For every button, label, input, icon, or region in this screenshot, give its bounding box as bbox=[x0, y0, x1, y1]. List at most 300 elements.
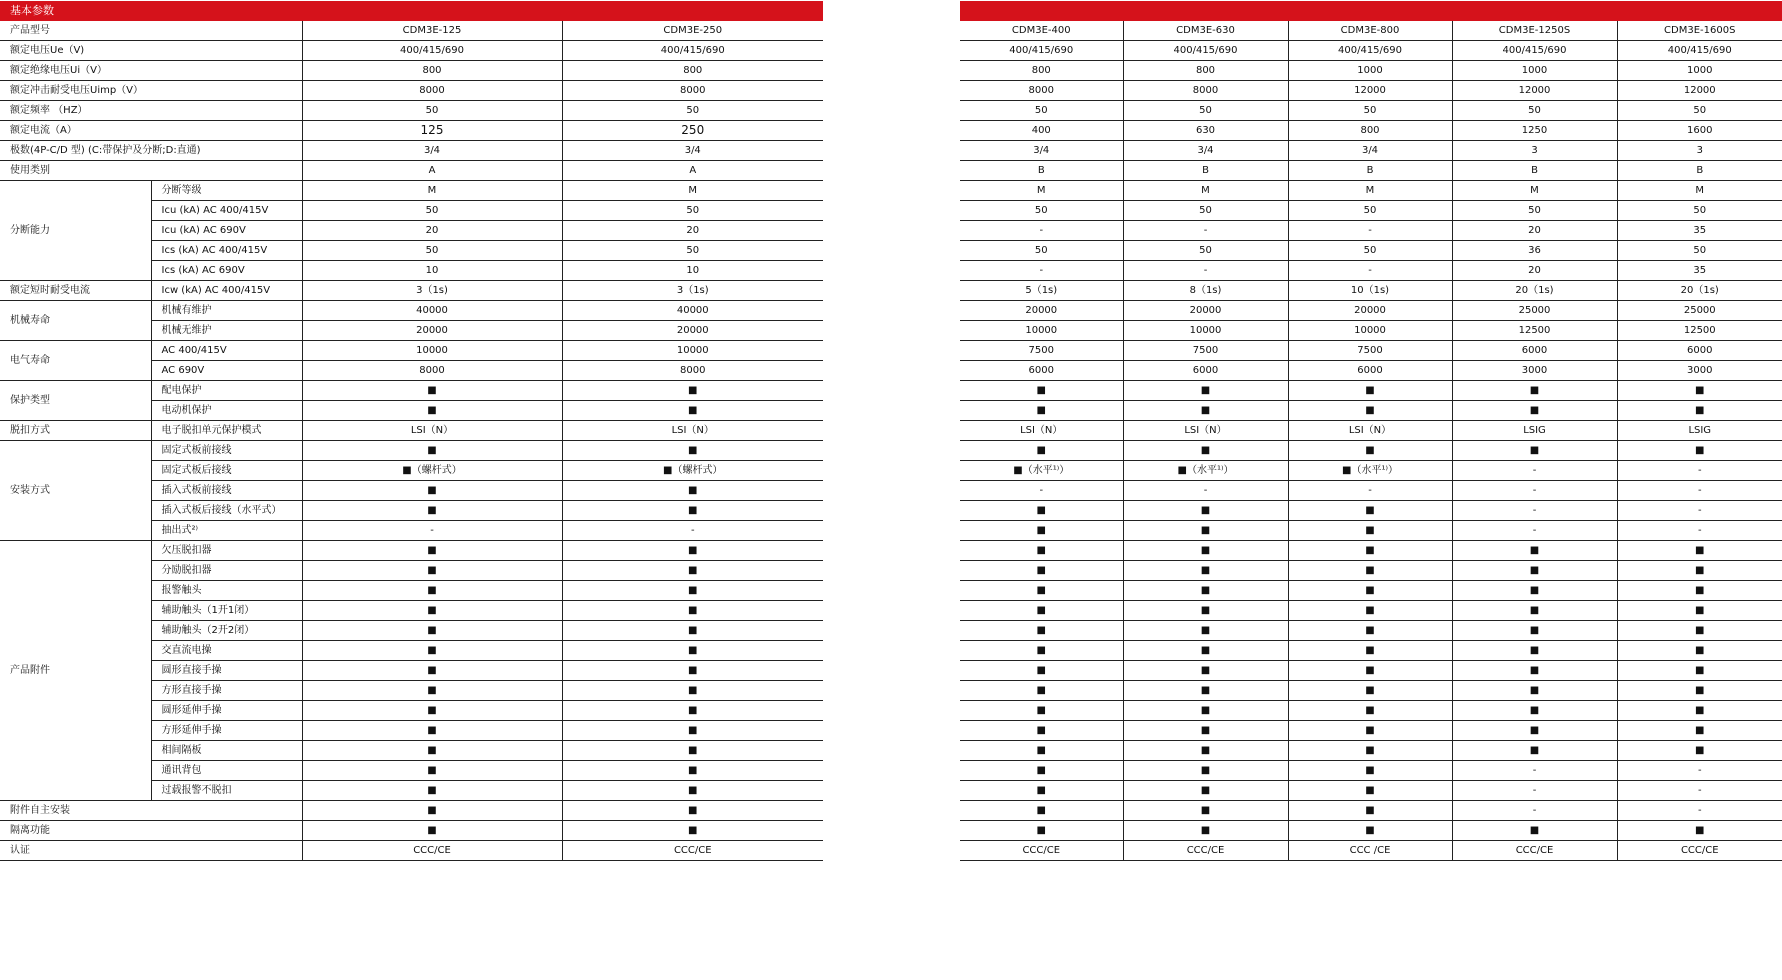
value-cell: 1000 bbox=[1617, 61, 1782, 81]
row-sublabel: 报警触头 bbox=[151, 581, 302, 601]
value-cell: 5（1s) bbox=[960, 281, 1123, 301]
table-row bbox=[960, 201, 1782, 221]
value-cell: - bbox=[1288, 481, 1452, 501]
value-cell: - bbox=[1123, 221, 1288, 241]
value-cell: 12500 bbox=[1452, 321, 1617, 341]
table-row bbox=[960, 381, 1782, 401]
value-cell: 40000 bbox=[562, 301, 823, 321]
value-cell: ■ bbox=[1452, 681, 1617, 701]
table-row bbox=[960, 321, 1782, 341]
value-cell: - bbox=[1617, 801, 1782, 821]
value-cell: 20000 bbox=[1288, 301, 1452, 321]
value-cell: ■ bbox=[1123, 721, 1288, 741]
value-cell: 50 bbox=[1617, 241, 1782, 261]
value-cell: ■（螺杆式） bbox=[562, 461, 823, 481]
value-cell: ■ bbox=[1288, 761, 1452, 781]
value-cell: 400/415/690 bbox=[960, 41, 1123, 61]
value-cell: 20000 bbox=[960, 301, 1123, 321]
value-cell: ■ bbox=[1123, 441, 1288, 461]
value-cell: 800 bbox=[562, 61, 823, 81]
value-cell: ■ bbox=[302, 601, 562, 621]
value-cell: ■ bbox=[1288, 781, 1452, 801]
value-cell: ■ bbox=[1288, 701, 1452, 721]
value-cell: ■ bbox=[1288, 521, 1452, 541]
value-cell: ■ bbox=[1288, 801, 1452, 821]
value-cell: B bbox=[1288, 161, 1452, 181]
table-row bbox=[0, 381, 823, 401]
table-row bbox=[960, 681, 1782, 701]
value-cell: M bbox=[1452, 181, 1617, 201]
table-row bbox=[960, 281, 1782, 301]
value-cell: 50 bbox=[1452, 101, 1617, 121]
value-cell: 50 bbox=[1617, 201, 1782, 221]
row-sublabel: 圆形延伸手操 bbox=[151, 701, 302, 721]
value-cell: - bbox=[562, 521, 823, 541]
table-row bbox=[0, 61, 823, 81]
value-cell: 50 bbox=[960, 101, 1123, 121]
value-cell: ■ bbox=[1452, 441, 1617, 461]
value-cell: ■（水平¹⁾） bbox=[960, 461, 1123, 481]
value-cell: ■ bbox=[1617, 741, 1782, 761]
table-row bbox=[0, 121, 823, 141]
value-cell: 8000 bbox=[562, 361, 823, 381]
value-cell: ■ bbox=[960, 501, 1123, 521]
value-cell: ■ bbox=[1288, 501, 1452, 521]
row-label: 产品型号 bbox=[0, 21, 302, 41]
value-cell: 800 bbox=[1123, 61, 1288, 81]
value-cell: LSIG bbox=[1452, 421, 1617, 441]
value-cell: 6000 bbox=[1288, 361, 1452, 381]
row-sublabel: Ics (kA) AC 690V bbox=[151, 261, 302, 281]
row-sublabel: 通讯背包 bbox=[151, 761, 302, 781]
value-cell: - bbox=[1452, 781, 1617, 801]
value-cell: ■ bbox=[562, 541, 823, 561]
value-cell: 50 bbox=[302, 201, 562, 221]
value-cell: 50 bbox=[1288, 101, 1452, 121]
value-cell: ■ bbox=[960, 541, 1123, 561]
table-row bbox=[960, 81, 1782, 101]
value-cell: 10000 bbox=[960, 321, 1123, 341]
value-cell: - bbox=[1452, 761, 1617, 781]
value-cell: - bbox=[1617, 501, 1782, 521]
value-cell: ■ bbox=[1617, 621, 1782, 641]
value-cell: ■ bbox=[960, 741, 1123, 761]
value-cell: ■ bbox=[1617, 381, 1782, 401]
value-cell: 20 bbox=[1452, 261, 1617, 281]
table-row bbox=[960, 821, 1782, 841]
table-row bbox=[0, 341, 823, 361]
value-cell: 6000 bbox=[1123, 361, 1288, 381]
value-cell: ■ bbox=[562, 781, 823, 801]
table-row bbox=[960, 701, 1782, 721]
row-label: 认证 bbox=[0, 841, 302, 861]
value-cell: 400 bbox=[960, 121, 1123, 141]
value-cell: 3000 bbox=[1452, 361, 1617, 381]
value-cell: CDM3E-125 bbox=[302, 21, 562, 41]
value-cell: ■ bbox=[960, 441, 1123, 461]
value-cell: ■ bbox=[1288, 441, 1452, 461]
row-label: 极数(4P-C/D 型) (C:带保护及分断;D:直通) bbox=[0, 141, 302, 161]
table-row bbox=[960, 221, 1782, 241]
row-sublabel: AC 400/415V bbox=[151, 341, 302, 361]
value-cell: ■ bbox=[1617, 641, 1782, 661]
value-cell: ■ bbox=[302, 821, 562, 841]
value-cell: LSI（N） bbox=[562, 421, 823, 441]
value-cell: M bbox=[302, 181, 562, 201]
value-cell: ■ bbox=[1288, 401, 1452, 421]
value-cell: 20 bbox=[1452, 221, 1617, 241]
value-cell: 35 bbox=[1617, 261, 1782, 281]
value-cell: ■ bbox=[1617, 541, 1782, 561]
value-cell: - bbox=[1452, 801, 1617, 821]
value-cell: CCC/CE bbox=[1452, 841, 1617, 861]
table-row bbox=[0, 41, 823, 61]
value-cell: 400/415/690 bbox=[1123, 41, 1288, 61]
value-cell: 20000 bbox=[302, 321, 562, 341]
value-cell: 50 bbox=[1288, 241, 1452, 261]
table-row bbox=[960, 501, 1782, 521]
value-cell: ■ bbox=[562, 701, 823, 721]
value-cell: ■ bbox=[1617, 721, 1782, 741]
table-row bbox=[960, 21, 1782, 41]
value-cell: ■ bbox=[1288, 641, 1452, 661]
value-cell: ■ bbox=[1123, 641, 1288, 661]
value-cell: 7500 bbox=[1288, 341, 1452, 361]
value-cell: 400/415/690 bbox=[1452, 41, 1617, 61]
row-sublabel: Ics (kA) AC 400/415V bbox=[151, 241, 302, 261]
table-row bbox=[960, 521, 1782, 541]
value-cell: M bbox=[1617, 181, 1782, 201]
row-sublabel: 相间隔板 bbox=[151, 741, 302, 761]
value-cell: ■ bbox=[1288, 821, 1452, 841]
table-row bbox=[0, 821, 823, 841]
value-cell: ■ bbox=[302, 641, 562, 661]
value-cell: - bbox=[1288, 221, 1452, 241]
table-row bbox=[0, 81, 823, 101]
row-sublabel: 固定式板后接线 bbox=[151, 461, 302, 481]
table-row bbox=[960, 761, 1782, 781]
table-row bbox=[960, 581, 1782, 601]
value-cell: ■ bbox=[562, 721, 823, 741]
table-row bbox=[0, 301, 823, 321]
group-label: 分断能力 bbox=[0, 181, 151, 281]
value-cell: 50 bbox=[960, 241, 1123, 261]
value-cell: B bbox=[1617, 161, 1782, 181]
value-cell: M bbox=[1123, 181, 1288, 201]
section-title: 基本参数 bbox=[0, 1, 823, 21]
value-cell: ■ bbox=[1617, 401, 1782, 421]
value-cell: 35 bbox=[1617, 221, 1782, 241]
value-cell: 250 bbox=[562, 121, 823, 141]
table-row bbox=[960, 561, 1782, 581]
value-cell: ■ bbox=[960, 381, 1123, 401]
table-row bbox=[960, 341, 1782, 361]
value-cell: - bbox=[1617, 481, 1782, 501]
value-cell: ■ bbox=[302, 621, 562, 641]
value-cell: ■ bbox=[1452, 701, 1617, 721]
value-cell: 3/4 bbox=[960, 141, 1123, 161]
row-sublabel: 方形直接手操 bbox=[151, 681, 302, 701]
row-label: 额定电压Ue（V) bbox=[0, 41, 302, 61]
value-cell: LSI（N） bbox=[302, 421, 562, 441]
right-spec-table bbox=[960, 1, 1782, 861]
value-cell: ■ bbox=[1288, 661, 1452, 681]
value-cell: ■ bbox=[1123, 761, 1288, 781]
table-row bbox=[0, 281, 823, 301]
group-label: 产品附件 bbox=[0, 541, 151, 801]
value-cell: 20（1s) bbox=[1617, 281, 1782, 301]
value-cell: CCC /CE bbox=[1288, 841, 1452, 861]
table-row bbox=[960, 301, 1782, 321]
value-cell: ■ bbox=[960, 681, 1123, 701]
value-cell: - bbox=[1617, 761, 1782, 781]
value-cell: 50 bbox=[1452, 201, 1617, 221]
value-cell: ■ bbox=[1617, 601, 1782, 621]
table-row bbox=[0, 421, 823, 441]
value-cell: 50 bbox=[1288, 201, 1452, 221]
table-row bbox=[960, 181, 1782, 201]
value-cell: ■ bbox=[562, 381, 823, 401]
value-cell: ■ bbox=[562, 761, 823, 781]
value-cell: 12000 bbox=[1288, 81, 1452, 101]
group-label: 机械寿命 bbox=[0, 301, 151, 341]
value-cell: 8000 bbox=[960, 81, 1123, 101]
value-cell: ■ bbox=[302, 701, 562, 721]
value-cell: CCC/CE bbox=[1617, 841, 1782, 861]
table-row bbox=[0, 161, 823, 181]
row-label: 隔离功能 bbox=[0, 821, 302, 841]
table-row bbox=[960, 541, 1782, 561]
value-cell: ■ bbox=[1617, 441, 1782, 461]
value-cell: ■ bbox=[960, 781, 1123, 801]
row-sublabel: 抽出式²⁾ bbox=[151, 521, 302, 541]
value-cell: ■ bbox=[1123, 681, 1288, 701]
row-sublabel: 电动机保护 bbox=[151, 401, 302, 421]
value-cell: ■ bbox=[1452, 721, 1617, 741]
value-cell: 800 bbox=[960, 61, 1123, 81]
value-cell: 8（1s) bbox=[1123, 281, 1288, 301]
value-cell: ■ bbox=[1452, 621, 1617, 641]
value-cell: 1000 bbox=[1288, 61, 1452, 81]
row-label: 额定绝缘电压Ui（V） bbox=[0, 61, 302, 81]
value-cell: ■ bbox=[1123, 541, 1288, 561]
table-row bbox=[960, 121, 1782, 141]
table-row bbox=[960, 721, 1782, 741]
value-cell: ■ bbox=[1123, 621, 1288, 641]
value-cell: 6000 bbox=[960, 361, 1123, 381]
value-cell: ■ bbox=[960, 761, 1123, 781]
value-cell: ■ bbox=[562, 681, 823, 701]
table-row bbox=[0, 141, 823, 161]
value-cell: CCC/CE bbox=[1123, 841, 1288, 861]
value-cell: 25000 bbox=[1617, 301, 1782, 321]
value-cell: LSI（N） bbox=[1288, 421, 1452, 441]
row-label: 额定电流（A） bbox=[0, 121, 302, 141]
value-cell: - bbox=[960, 221, 1123, 241]
value-cell: 25000 bbox=[1452, 301, 1617, 321]
value-cell: LSIG bbox=[1617, 421, 1782, 441]
section-header-row bbox=[0, 1, 823, 21]
row-sublabel: 方形延伸手操 bbox=[151, 721, 302, 741]
value-cell: 3（1s) bbox=[562, 281, 823, 301]
value-cell: - bbox=[1617, 781, 1782, 801]
value-cell: ■ bbox=[1452, 741, 1617, 761]
value-cell: 50 bbox=[562, 241, 823, 261]
value-cell: ■ bbox=[1452, 561, 1617, 581]
value-cell: ■ bbox=[302, 481, 562, 501]
value-cell: CCC/CE bbox=[960, 841, 1123, 861]
value-cell: 20 bbox=[562, 221, 823, 241]
value-cell: ■ bbox=[1452, 641, 1617, 661]
value-cell: - bbox=[1617, 461, 1782, 481]
value-cell: ■ bbox=[1288, 721, 1452, 741]
value-cell: ■ bbox=[1123, 701, 1288, 721]
value-cell: 400/415/690 bbox=[1288, 41, 1452, 61]
table-row bbox=[0, 541, 823, 561]
value-cell: ■ bbox=[562, 801, 823, 821]
table-row bbox=[960, 601, 1782, 621]
value-cell: 50 bbox=[302, 241, 562, 261]
row-label: 附件自主安装 bbox=[0, 801, 302, 821]
value-cell: 400/415/690 bbox=[1617, 41, 1782, 61]
row-sublabel: 分励脱扣器 bbox=[151, 561, 302, 581]
value-cell: - bbox=[1617, 521, 1782, 541]
value-cell: ■ bbox=[960, 601, 1123, 621]
value-cell: ■（水平¹⁾） bbox=[1123, 461, 1288, 481]
value-cell: ■ bbox=[1452, 541, 1617, 561]
table-row bbox=[960, 401, 1782, 421]
value-cell: 20000 bbox=[562, 321, 823, 341]
value-cell: ■ bbox=[562, 641, 823, 661]
value-cell: 7500 bbox=[1123, 341, 1288, 361]
value-cell: - bbox=[1123, 481, 1288, 501]
value-cell: 3/4 bbox=[1123, 141, 1288, 161]
table-row bbox=[0, 181, 823, 201]
value-cell: ■ bbox=[302, 561, 562, 581]
value-cell: ■ bbox=[1288, 681, 1452, 701]
value-cell: ■ bbox=[960, 521, 1123, 541]
value-cell: ■ bbox=[562, 661, 823, 681]
value-cell: ■ bbox=[1123, 561, 1288, 581]
table-row bbox=[960, 481, 1782, 501]
value-cell: ■ bbox=[562, 441, 823, 461]
value-cell: ■ bbox=[302, 761, 562, 781]
value-cell: ■ bbox=[562, 501, 823, 521]
table-row bbox=[960, 161, 1782, 181]
row-sublabel: 电子脱扣单元保护模式 bbox=[151, 421, 302, 441]
value-cell: 50 bbox=[1123, 241, 1288, 261]
table-row bbox=[960, 781, 1782, 801]
row-sublabel: 辅助触头（2开2闭） bbox=[151, 621, 302, 641]
value-cell: ■ bbox=[1617, 701, 1782, 721]
value-cell: ■ bbox=[302, 381, 562, 401]
table-row bbox=[0, 841, 823, 861]
row-sublabel: 圆形直接手操 bbox=[151, 661, 302, 681]
value-cell: - bbox=[302, 521, 562, 541]
value-cell: ■ bbox=[1617, 561, 1782, 581]
value-cell: ■ bbox=[302, 781, 562, 801]
row-sublabel: 插入式板前接线 bbox=[151, 481, 302, 501]
value-cell: ■ bbox=[1452, 581, 1617, 601]
value-cell: CDM3E-1250S bbox=[1452, 21, 1617, 41]
group-label: 安装方式 bbox=[0, 441, 151, 541]
value-cell: 3/4 bbox=[1288, 141, 1452, 161]
table-row bbox=[960, 461, 1782, 481]
value-cell: ■ bbox=[960, 701, 1123, 721]
table-row bbox=[960, 741, 1782, 761]
value-cell: B bbox=[960, 161, 1123, 181]
value-cell: ■ bbox=[1452, 821, 1617, 841]
row-sublabel: Icw (kA) AC 400/415V bbox=[151, 281, 302, 301]
table-row bbox=[960, 61, 1782, 81]
value-cell: 10000 bbox=[1288, 321, 1452, 341]
value-cell: - bbox=[1452, 481, 1617, 501]
row-sublabel: Icu (kA) AC 690V bbox=[151, 221, 302, 241]
value-cell: ■ bbox=[1123, 381, 1288, 401]
table-row bbox=[0, 21, 823, 41]
value-cell: 630 bbox=[1123, 121, 1288, 141]
value-cell: CCC/CE bbox=[562, 841, 823, 861]
value-cell: 1250 bbox=[1452, 121, 1617, 141]
table-row bbox=[0, 801, 823, 821]
row-sublabel: 固定式板前接线 bbox=[151, 441, 302, 461]
row-sublabel: AC 690V bbox=[151, 361, 302, 381]
value-cell: CDM3E-400 bbox=[960, 21, 1123, 41]
value-cell: A bbox=[302, 161, 562, 181]
row-sublabel: 机械有维护 bbox=[151, 301, 302, 321]
value-cell: ■ bbox=[1123, 821, 1288, 841]
value-cell: ■ bbox=[1123, 501, 1288, 521]
value-cell: - bbox=[960, 481, 1123, 501]
value-cell: ■ bbox=[1452, 381, 1617, 401]
value-cell: ■ bbox=[1288, 381, 1452, 401]
value-cell: - bbox=[1288, 261, 1452, 281]
value-cell: - bbox=[1452, 461, 1617, 481]
value-cell: 8000 bbox=[1123, 81, 1288, 101]
value-cell: LSI（N） bbox=[960, 421, 1123, 441]
value-cell: ■ bbox=[562, 821, 823, 841]
table-row bbox=[960, 421, 1782, 441]
value-cell: ■ bbox=[562, 601, 823, 621]
row-sublabel: 过载报警不脱扣 bbox=[151, 781, 302, 801]
table-row bbox=[960, 241, 1782, 261]
value-cell: M bbox=[562, 181, 823, 201]
row-sublabel: 插入式板后接线（水平式） bbox=[151, 501, 302, 521]
value-cell: 20 bbox=[302, 221, 562, 241]
row-sublabel: 分断等级 bbox=[151, 181, 302, 201]
value-cell: ■（螺杆式） bbox=[302, 461, 562, 481]
table-row bbox=[960, 621, 1782, 641]
value-cell: CDM3E-800 bbox=[1288, 21, 1452, 41]
value-cell: ■ bbox=[1452, 601, 1617, 621]
value-cell: 10 bbox=[562, 261, 823, 281]
value-cell: ■ bbox=[1288, 621, 1452, 641]
value-cell: 125 bbox=[302, 121, 562, 141]
value-cell: ■ bbox=[960, 561, 1123, 581]
value-cell: ■ bbox=[1617, 821, 1782, 841]
row-label: 脱扣方式 bbox=[0, 421, 151, 441]
value-cell: 50 bbox=[1617, 101, 1782, 121]
row-sublabel: 配电保护 bbox=[151, 381, 302, 401]
value-cell: ■ bbox=[1123, 781, 1288, 801]
value-cell: LSI（N） bbox=[1123, 421, 1288, 441]
value-cell: 36 bbox=[1452, 241, 1617, 261]
row-label: 额定短时耐受电流 bbox=[0, 281, 151, 301]
value-cell: ■ bbox=[960, 621, 1123, 641]
value-cell: ■ bbox=[302, 741, 562, 761]
value-cell: ■ bbox=[302, 801, 562, 821]
value-cell: ■ bbox=[960, 581, 1123, 601]
